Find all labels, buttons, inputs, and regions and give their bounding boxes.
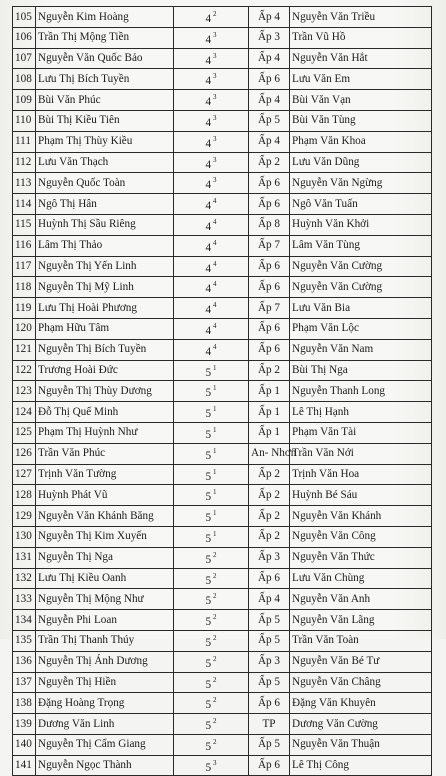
row-number: 139: [13, 714, 36, 735]
grade-number: 5: [205, 657, 212, 670]
row-number: 110: [13, 110, 36, 131]
grade-number: 5: [205, 636, 212, 649]
hamlet: Ấp 2: [249, 360, 290, 381]
row-number: 125: [13, 422, 36, 443]
table-row: [13, 7, 432, 28]
student-name: Nguyễn Thị Thùy Dương: [36, 381, 174, 402]
grade-class: [174, 360, 249, 381]
hamlet: Ấp 6: [249, 318, 290, 339]
grade-number: 4: [205, 179, 212, 192]
student-name: Huỳnh Thị Sầu Riêng: [36, 214, 174, 235]
grade-number: 5: [205, 470, 212, 483]
row-number: 127: [13, 464, 36, 485]
row-number: 137: [13, 672, 36, 693]
grade-number: 5: [205, 699, 212, 712]
table-row: [13, 90, 432, 111]
student-name: Trần Văn Phúc: [36, 443, 174, 464]
class-section: 4: [213, 342, 217, 351]
student-roster-table: [12, 6, 432, 776]
grade-number: 4: [205, 220, 212, 233]
parent-name: Trần Vũ Hồ: [290, 27, 432, 48]
grade-number: 4: [205, 13, 212, 25]
grade-number: 4: [205, 200, 212, 213]
table-row: [13, 318, 432, 339]
hamlet: Ấp 6: [249, 755, 290, 776]
row-number: 138: [13, 693, 36, 714]
student-name: Nguyễn Thị Cẩm Giang: [36, 734, 174, 755]
grade-class: [174, 464, 249, 485]
table-row: [13, 714, 432, 735]
parent-name: Nguyễn Văn Công: [290, 526, 432, 547]
grade-number: 5: [205, 616, 212, 629]
grade-number: 4: [205, 262, 212, 275]
row-number: 108: [13, 69, 36, 90]
student-name: Nguyễn Ngọc Thành: [36, 755, 174, 776]
grade-number: 5: [205, 595, 212, 608]
grade-number: 4: [205, 96, 212, 109]
parent-name: Trần Văn Nới: [290, 443, 432, 464]
class-section: 1: [213, 425, 217, 434]
grade-class: [174, 298, 249, 319]
student-name: Trương Hoài Đức: [36, 360, 174, 381]
class-section: 2: [213, 696, 217, 705]
table-row: [13, 381, 432, 402]
student-name: Nguyễn Văn Quốc Bảo: [36, 48, 174, 69]
hamlet: Ấp 4: [249, 90, 290, 111]
class-section: 4: [213, 280, 217, 289]
row-number: 132: [13, 568, 36, 589]
class-section: 2: [213, 654, 217, 663]
parent-name: Lưu Văn Chùng: [290, 568, 432, 589]
student-name: Nguyễn Thị Kim Xuyến: [36, 526, 174, 547]
parent-name: Nguyễn Văn Nam: [290, 339, 432, 360]
row-number: 119: [13, 298, 36, 319]
parent-name: Huỳnh Văn Khởi: [290, 214, 432, 235]
parent-name: Huỳnh Bé Sáu: [290, 485, 432, 506]
class-section: 1: [213, 363, 217, 372]
parent-name: Phạm Văn Tài: [290, 422, 432, 443]
hamlet: Ấp 6: [249, 173, 290, 194]
row-number: 133: [13, 589, 36, 610]
grade-class: [174, 672, 249, 693]
parent-name: Lưu Văn Dũng: [290, 152, 432, 173]
hamlet: Ấp 4: [249, 589, 290, 610]
parent-name: Ngô Văn Tuấn: [290, 194, 432, 215]
grade-class: [174, 422, 249, 443]
row-number: 124: [13, 402, 36, 423]
grade-number: 5: [205, 512, 212, 525]
hamlet: Ấp 8: [249, 214, 290, 235]
student-name: Nguyễn Quốc Toàn: [36, 173, 174, 194]
grade-class: [174, 589, 249, 610]
parent-name: Nguyễn Văn Châng: [290, 672, 432, 693]
parent-name: Nguyễn Văn Bé Tư: [290, 651, 432, 672]
hamlet: Ấp 3: [249, 27, 290, 48]
grade-class: [174, 526, 249, 547]
parent-name: Nguyễn Văn Hắt: [290, 48, 432, 69]
student-name: Phạm Hữu Tâm: [36, 318, 174, 339]
table-row: [13, 194, 432, 215]
hamlet: Ấp 5: [249, 630, 290, 651]
hamlet: Ấp 6: [249, 693, 290, 714]
row-number: 134: [13, 610, 36, 631]
class-section: 1: [213, 405, 217, 414]
grade-class: [174, 339, 249, 360]
parent-name: Nguyễn Văn Anh: [290, 589, 432, 610]
roster-body: [13, 7, 432, 776]
grade-number: 4: [205, 324, 212, 337]
class-section: 4: [213, 321, 217, 330]
grade-class: [174, 131, 249, 152]
parent-name: Nguyễn Văn Lãng: [290, 610, 432, 631]
grade-number: 5: [205, 740, 212, 753]
grade-number: 5: [205, 387, 212, 400]
table-row: [13, 610, 432, 631]
student-name: Nguyễn Thị Nga: [36, 547, 174, 568]
student-name: Nguyễn Thị Ánh Dương: [36, 651, 174, 672]
grade-number: 5: [205, 532, 212, 545]
table-row: [13, 173, 432, 194]
class-section: 2: [213, 633, 217, 642]
student-name: Trần Thị Mộng Tiền: [36, 27, 174, 48]
class-section: 3: [213, 758, 217, 767]
student-name: Bùi Thị Kiều Tiên: [36, 110, 174, 131]
student-name: Nguyễn Thị Mỹ Linh: [36, 277, 174, 298]
class-section: 3: [213, 155, 217, 164]
grade-class: [174, 547, 249, 568]
parent-name: Nguyễn Văn Cường: [290, 277, 432, 298]
grade-number: 4: [205, 345, 212, 358]
hamlet: Ấp 1: [249, 422, 290, 443]
hamlet: Ấp 6: [249, 256, 290, 277]
table-row: [13, 734, 432, 755]
row-number: 131: [13, 547, 36, 568]
table-row: [13, 506, 432, 527]
table-row: [13, 693, 432, 714]
table-row: [13, 464, 432, 485]
row-number: 112: [13, 152, 36, 173]
table-row: [13, 589, 432, 610]
table-row: [13, 214, 432, 235]
class-section: 3: [213, 176, 217, 185]
parent-name: Phạm Văn Lộc: [290, 318, 432, 339]
grade-class: [174, 381, 249, 402]
student-name: Trần Thị Thanh Thúy: [36, 630, 174, 651]
hamlet: Ấp 4: [249, 131, 290, 152]
grade-class: [174, 693, 249, 714]
class-section: 3: [213, 113, 217, 122]
hamlet: Ấp 7: [249, 298, 290, 319]
row-number: 141: [13, 755, 36, 776]
grade-number: 5: [205, 449, 212, 462]
grade-class: [174, 485, 249, 506]
grade-class: [174, 256, 249, 277]
table-row: [13, 339, 432, 360]
class-section: 2: [213, 613, 217, 622]
hamlet: Ấp 4: [249, 48, 290, 69]
grade-class: [174, 27, 249, 48]
grade-class: [174, 152, 249, 173]
class-section: 3: [213, 93, 217, 102]
student-name: Nguyễn Kim Hoàng: [36, 7, 174, 28]
table-row: [13, 651, 432, 672]
table-row: [13, 526, 432, 547]
grade-number: 5: [205, 408, 212, 421]
hamlet: Ấp 5: [249, 610, 290, 631]
parent-name: Bùi Thị Nga: [290, 360, 432, 381]
grade-class: [174, 90, 249, 111]
table-row: [13, 547, 432, 568]
student-name: Lưu Thị Bích Tuyền: [36, 69, 174, 90]
parent-name: Lê Thị Hạnh: [290, 402, 432, 423]
hamlet: Ấp 5: [249, 734, 290, 755]
student-name: Trịnh Văn Tường: [36, 464, 174, 485]
class-section: 2: [213, 571, 217, 580]
grade-number: 4: [205, 137, 212, 150]
class-section: 3: [213, 51, 217, 60]
parent-name: Trần Văn Toàn: [290, 630, 432, 651]
class-section: 4: [213, 197, 217, 206]
grade-class: [174, 755, 249, 776]
row-number: 122: [13, 360, 36, 381]
table-row: [13, 630, 432, 651]
row-number: 106: [13, 27, 36, 48]
class-section: 2: [213, 737, 217, 746]
hamlet: Ấp 3: [249, 547, 290, 568]
row-number: 109: [13, 90, 36, 111]
student-name: Nguyễn Thị Mộng Như: [36, 589, 174, 610]
table-row: [13, 422, 432, 443]
row-number: 135: [13, 630, 36, 651]
grade-class: [174, 48, 249, 69]
row-number: 136: [13, 651, 36, 672]
table-row: [13, 360, 432, 381]
grade-number: 4: [205, 304, 212, 317]
row-number: 130: [13, 526, 36, 547]
hamlet: Ấp 6: [249, 277, 290, 298]
grade-class: [174, 610, 249, 631]
grade-number: 5: [205, 366, 212, 379]
row-number: 121: [13, 339, 36, 360]
row-number: 116: [13, 235, 36, 256]
hamlet: Ấp 5: [249, 672, 290, 693]
parent-name: Nguyễn Văn Ngừng: [290, 173, 432, 194]
parent-name: Lâm Văn Tùng: [290, 235, 432, 256]
student-name: Huỳnh Phát Vũ: [36, 485, 174, 506]
student-name: Phạm Thị Huỳnh Như: [36, 422, 174, 443]
student-name: Ngô Thị Hân: [36, 194, 174, 215]
row-number: 128: [13, 485, 36, 506]
table-row: [13, 277, 432, 298]
grade-class: [174, 568, 249, 589]
student-name: Lâm Thị Thảo: [36, 235, 174, 256]
class-section: 2: [213, 717, 217, 726]
student-name: Lưu Thị Kiều Oanh: [36, 568, 174, 589]
hamlet: Ấp 6: [249, 568, 290, 589]
class-section: 4: [213, 301, 217, 310]
grade-class: [174, 402, 249, 423]
grade-number: 5: [205, 428, 212, 441]
table-row: [13, 568, 432, 589]
student-name: Phạm Thị Thùy Kiều: [36, 131, 174, 152]
class-section: 4: [213, 217, 217, 226]
student-name: Đỗ Thị Quế Minh: [36, 402, 174, 423]
grade-number: 4: [205, 54, 212, 67]
student-name: Nguyễn Thị Hiền: [36, 672, 174, 693]
grade-number: 5: [205, 761, 212, 774]
grade-class: [174, 651, 249, 672]
class-section: 1: [213, 446, 217, 455]
row-number: 129: [13, 506, 36, 527]
parent-name: Bùi Văn Vạn: [290, 90, 432, 111]
table-row: [13, 27, 432, 48]
table-row: [13, 485, 432, 506]
hamlet: Ấp 4: [249, 7, 290, 28]
student-name: Nguyễn Văn Khánh Băng: [36, 506, 174, 527]
hamlet: Ấp 6: [249, 194, 290, 215]
hamlet: Ấp 6: [249, 69, 290, 90]
grade-number: 4: [205, 241, 212, 254]
grade-class: [174, 734, 249, 755]
parent-name: Dương Văn Cường: [290, 714, 432, 735]
class-section: 2: [213, 592, 217, 601]
hamlet: Ấp 3: [249, 651, 290, 672]
hamlet: Ấp 5: [249, 110, 290, 131]
row-number: 111: [13, 131, 36, 152]
grade-number: 5: [205, 491, 212, 504]
class-section: 1: [213, 488, 217, 497]
class-section: 3: [213, 30, 217, 39]
table-row: [13, 131, 432, 152]
row-number: 115: [13, 214, 36, 235]
row-number: 113: [13, 173, 36, 194]
grade-class: [174, 173, 249, 194]
table-row: [13, 755, 432, 776]
grade-number: 4: [205, 33, 212, 46]
grade-class: [174, 69, 249, 90]
class-section: 1: [213, 529, 217, 538]
grade-class: [174, 506, 249, 527]
row-number: 140: [13, 734, 36, 755]
grade-number: 4: [205, 283, 212, 296]
hamlet: An- Nhơn: [249, 443, 290, 464]
hamlet: TP: [249, 714, 290, 735]
grade-number: 4: [205, 75, 212, 88]
grade-number: 4: [205, 158, 212, 171]
class-section: 3: [213, 72, 217, 81]
table-row: [13, 235, 432, 256]
parent-name: Nguyễn Văn Thức: [290, 547, 432, 568]
row-number: 126: [13, 443, 36, 464]
class-section: 2: [213, 675, 217, 684]
grade-class: [174, 214, 249, 235]
student-name: Nguyễn Thị Bích Tuyền: [36, 339, 174, 360]
grade-number: 5: [205, 678, 212, 691]
student-name: Lưu Văn Thạch: [36, 152, 174, 173]
grade-number: 5: [205, 574, 212, 587]
grade-class: [174, 318, 249, 339]
class-section: 4: [213, 259, 217, 268]
table-row: [13, 69, 432, 90]
hamlet: Ấp 1: [249, 402, 290, 423]
class-section: 1: [213, 509, 217, 518]
grade-class: [174, 714, 249, 735]
row-number: 120: [13, 318, 36, 339]
hamlet: Ấp 6: [249, 339, 290, 360]
parent-name: Nguyễn Thanh Long: [290, 381, 432, 402]
class-section: 1: [213, 467, 217, 476]
row-number: 118: [13, 277, 36, 298]
row-number: 117: [13, 256, 36, 277]
parent-name: Phạm Văn Khoa: [290, 131, 432, 152]
hamlet: Ấp 2: [249, 152, 290, 173]
parent-name: Nguyễn Văn Khánh: [290, 506, 432, 527]
table-row: [13, 298, 432, 319]
row-number: 105: [13, 7, 36, 28]
hamlet: Ấp 1: [249, 381, 290, 402]
grade-class: [174, 194, 249, 215]
hamlet: Ấp 2: [249, 526, 290, 547]
hamlet: Ấp 7: [249, 235, 290, 256]
class-section: 3: [213, 134, 217, 143]
grade-class: [174, 443, 249, 464]
table-row: [13, 672, 432, 693]
student-name: Dương Văn Linh: [36, 714, 174, 735]
row-number: 123: [13, 381, 36, 402]
class-section: 1: [213, 384, 217, 393]
class-section: 4: [213, 238, 217, 247]
parent-name: Nguyễn Văn Thuận: [290, 734, 432, 755]
table-row: [13, 48, 432, 69]
student-name: Đặng Hoàng Trọng: [36, 693, 174, 714]
table-row: [13, 402, 432, 423]
grade-class: [174, 630, 249, 651]
student-name: Nguyễn Thị Yến Linh: [36, 256, 174, 277]
student-name: Bùi Văn Phúc: [36, 90, 174, 111]
grade-class: [174, 277, 249, 298]
class-section: 2: [213, 550, 217, 559]
grade-class: [174, 235, 249, 256]
parent-name: Đặng Văn Khuyên: [290, 693, 432, 714]
grade-class: [174, 7, 249, 28]
hamlet: Ấp 2: [249, 506, 290, 527]
grade-number: 5: [205, 553, 212, 566]
grade-class: [174, 110, 249, 131]
row-number: 107: [13, 48, 36, 69]
parent-name: Lưu Văn Em: [290, 69, 432, 90]
grade-number: 4: [205, 116, 212, 129]
parent-name: Lê Thị Công: [290, 755, 432, 776]
hamlet: Ấp 2: [249, 485, 290, 506]
parent-name: Bùi Văn Tùng: [290, 110, 432, 131]
student-name: Nguyễn Phi Loan: [36, 610, 174, 631]
table-row: [13, 256, 432, 277]
hamlet: Ấp 2: [249, 464, 290, 485]
class-section: 2: [213, 10, 217, 18]
grade-number: 5: [205, 720, 212, 733]
student-name: Lưu Thị Hoài Phương: [36, 298, 174, 319]
table-row: [13, 110, 432, 131]
parent-name: Trịnh Văn Hoa: [290, 464, 432, 485]
parent-name: Lưu Văn Bia: [290, 298, 432, 319]
table-row: [13, 443, 432, 464]
table-row: [13, 152, 432, 173]
parent-name: Nguyễn Văn Cường: [290, 256, 432, 277]
row-number: 114: [13, 194, 36, 215]
parent-name: Nguyễn Văn Triều: [290, 7, 432, 28]
